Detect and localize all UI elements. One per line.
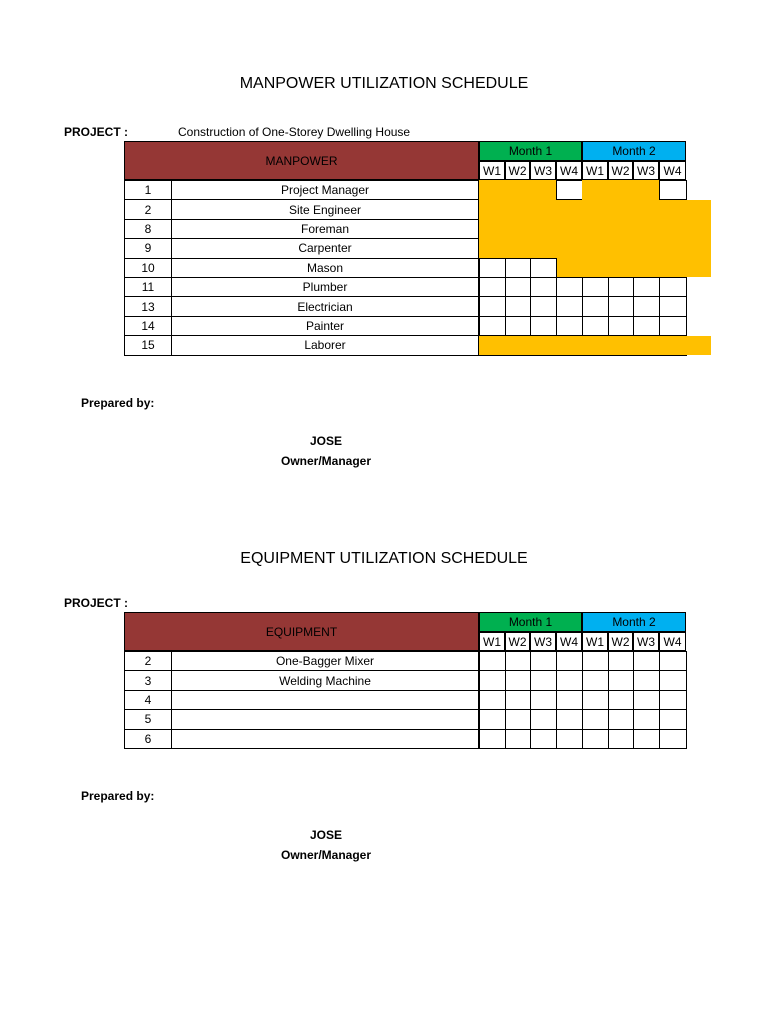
eq-week-cell (582, 709, 609, 729)
eq-row-name: One-Bagger Mixer (171, 651, 479, 671)
manpower-title: MANPOWER UTILIZATION SCHEDULE (239, 75, 529, 92)
eq-week-cell (479, 729, 506, 749)
eq-week-cell (505, 651, 531, 671)
eq-week-cell (505, 670, 531, 690)
eq-week-cell (608, 670, 634, 690)
mp-row-number: 10 (124, 258, 172, 278)
eq-week-header: W4 (659, 632, 686, 651)
mp-row-number: 14 (124, 316, 172, 336)
eq-row-number: 4 (124, 690, 172, 710)
eq-week-cell (505, 709, 531, 729)
mp-week-cell (556, 296, 583, 316)
mp-week-cell (633, 296, 660, 316)
equipment-month-1: Month 1 (479, 612, 582, 632)
eq-week-header: W2 (505, 632, 530, 651)
manpower-preparer-name: JOSE (309, 434, 342, 448)
eq-row-name (171, 729, 479, 749)
eq-week-header: W2 (608, 632, 633, 651)
mp-week-header: W3 (530, 161, 556, 180)
eq-week-cell (582, 729, 609, 749)
mp-week-cell (582, 316, 609, 336)
eq-week-header: W4 (556, 632, 582, 651)
mp-week-cell (479, 258, 506, 278)
eq-week-cell (556, 670, 583, 690)
eq-week-cell (479, 670, 506, 690)
mp-row-name: Project Manager (171, 180, 479, 200)
eq-week-cell (505, 690, 531, 710)
manpower-prepared-by-label: Prepared by: (81, 396, 155, 410)
eq-row-name (171, 709, 479, 729)
eq-week-header: W1 (479, 632, 505, 651)
mp-week-header: W1 (582, 161, 608, 180)
mp-week-header: W2 (505, 161, 530, 180)
eq-row-number: 2 (124, 651, 172, 671)
mp-row-name: Laborer (171, 335, 479, 355)
mp-week-cell (479, 296, 506, 316)
eq-row-name (171, 690, 479, 710)
mp-row-name: Site Engineer (171, 199, 479, 219)
manpower-project-label: PROJECT : (64, 125, 129, 139)
eq-week-cell (582, 651, 609, 671)
equipment-header: EQUIPMENT (124, 612, 479, 651)
mp-row-name: Mason (171, 258, 479, 278)
manpower-preparer-role: Owner/Manager (280, 454, 372, 468)
equipment-preparer-name: JOSE (309, 828, 342, 842)
mp-row-name: Foreman (171, 219, 479, 239)
mp-week-cell (556, 316, 583, 336)
schedule-bar (479, 336, 711, 355)
eq-row-number: 5 (124, 709, 172, 729)
mp-week-cell (659, 277, 687, 297)
eq-week-cell (479, 690, 506, 710)
eq-row-name: Welding Machine (171, 670, 479, 690)
mp-week-header: W4 (659, 161, 686, 180)
eq-week-cell (659, 651, 687, 671)
mp-week-cell (505, 296, 531, 316)
eq-week-cell (659, 690, 687, 710)
mp-week-cell (659, 316, 687, 336)
mp-row-number: 13 (124, 296, 172, 316)
mp-week-cell (505, 258, 531, 278)
eq-week-cell (479, 709, 506, 729)
eq-week-cell (582, 670, 609, 690)
eq-week-cell (608, 729, 634, 749)
mp-row-name: Painter (171, 316, 479, 336)
eq-week-cell (633, 690, 660, 710)
eq-week-cell (633, 709, 660, 729)
mp-row-name: Carpenter (171, 238, 479, 258)
mp-week-cell (479, 316, 506, 336)
eq-week-header: W1 (582, 632, 608, 651)
eq-week-cell (530, 729, 557, 749)
eq-row-number: 6 (124, 729, 172, 749)
eq-week-cell (556, 690, 583, 710)
eq-week-cell (530, 709, 557, 729)
eq-week-cell (530, 651, 557, 671)
mp-week-cell (582, 296, 609, 316)
manpower-project-value: Construction of One-Storey Dwelling House (178, 125, 411, 139)
equipment-title: EQUIPMENT UTILIZATION SCHEDULE (240, 550, 528, 567)
mp-row-number: 11 (124, 277, 172, 297)
eq-week-cell (556, 709, 583, 729)
schedule-bar (479, 180, 556, 200)
mp-week-cell (608, 316, 634, 336)
eq-week-cell (608, 690, 634, 710)
eq-week-cell (659, 670, 687, 690)
mp-week-cell (530, 258, 557, 278)
mp-week-cell (556, 180, 583, 200)
mp-week-cell (530, 277, 557, 297)
eq-row-number: 3 (124, 670, 172, 690)
schedule-bar (582, 180, 659, 200)
eq-week-cell (659, 709, 687, 729)
equipment-prepared-by-label: Prepared by: (81, 789, 155, 803)
eq-week-cell (556, 651, 583, 671)
mp-week-cell (608, 277, 634, 297)
mp-row-number: 8 (124, 219, 172, 239)
eq-week-cell (608, 709, 634, 729)
eq-week-cell (659, 729, 687, 749)
manpower-month-2: Month 2 (582, 141, 686, 161)
mp-row-name: Plumber (171, 277, 479, 297)
mp-week-cell (582, 277, 609, 297)
eq-week-header: W3 (633, 632, 659, 651)
mp-week-header: W4 (556, 161, 582, 180)
eq-week-cell (505, 729, 531, 749)
mp-week-cell (633, 277, 660, 297)
eq-week-cell (530, 670, 557, 690)
mp-row-name: Electrician (171, 296, 479, 316)
eq-week-cell (608, 651, 634, 671)
eq-week-cell (582, 690, 609, 710)
manpower-header: MANPOWER (124, 141, 479, 180)
eq-week-cell (556, 729, 583, 749)
mp-row-number: 1 (124, 180, 172, 200)
mp-week-header: W2 (608, 161, 633, 180)
mp-week-cell (608, 296, 634, 316)
eq-week-cell (530, 690, 557, 710)
mp-week-cell (556, 277, 583, 297)
mp-week-cell (505, 277, 531, 297)
mp-week-header: W3 (633, 161, 659, 180)
eq-week-header: W3 (530, 632, 556, 651)
eq-week-cell (633, 670, 660, 690)
equipment-preparer-role: Owner/Manager (280, 848, 372, 862)
mp-week-cell (530, 316, 557, 336)
eq-week-cell (479, 651, 506, 671)
mp-week-cell (659, 180, 687, 200)
mp-week-cell (505, 316, 531, 336)
manpower-month-1: Month 1 (479, 141, 582, 161)
mp-week-cell (659, 296, 687, 316)
eq-week-cell (633, 729, 660, 749)
equipment-project-label: PROJECT : (64, 596, 129, 610)
mp-week-cell (530, 296, 557, 316)
mp-week-header: W1 (479, 161, 505, 180)
mp-week-cell (479, 277, 506, 297)
equipment-month-2: Month 2 (582, 612, 686, 632)
mp-week-cell (633, 316, 660, 336)
mp-row-number: 15 (124, 335, 172, 355)
mp-row-number: 2 (124, 199, 172, 219)
eq-week-cell (633, 651, 660, 671)
mp-row-number: 9 (124, 238, 172, 258)
